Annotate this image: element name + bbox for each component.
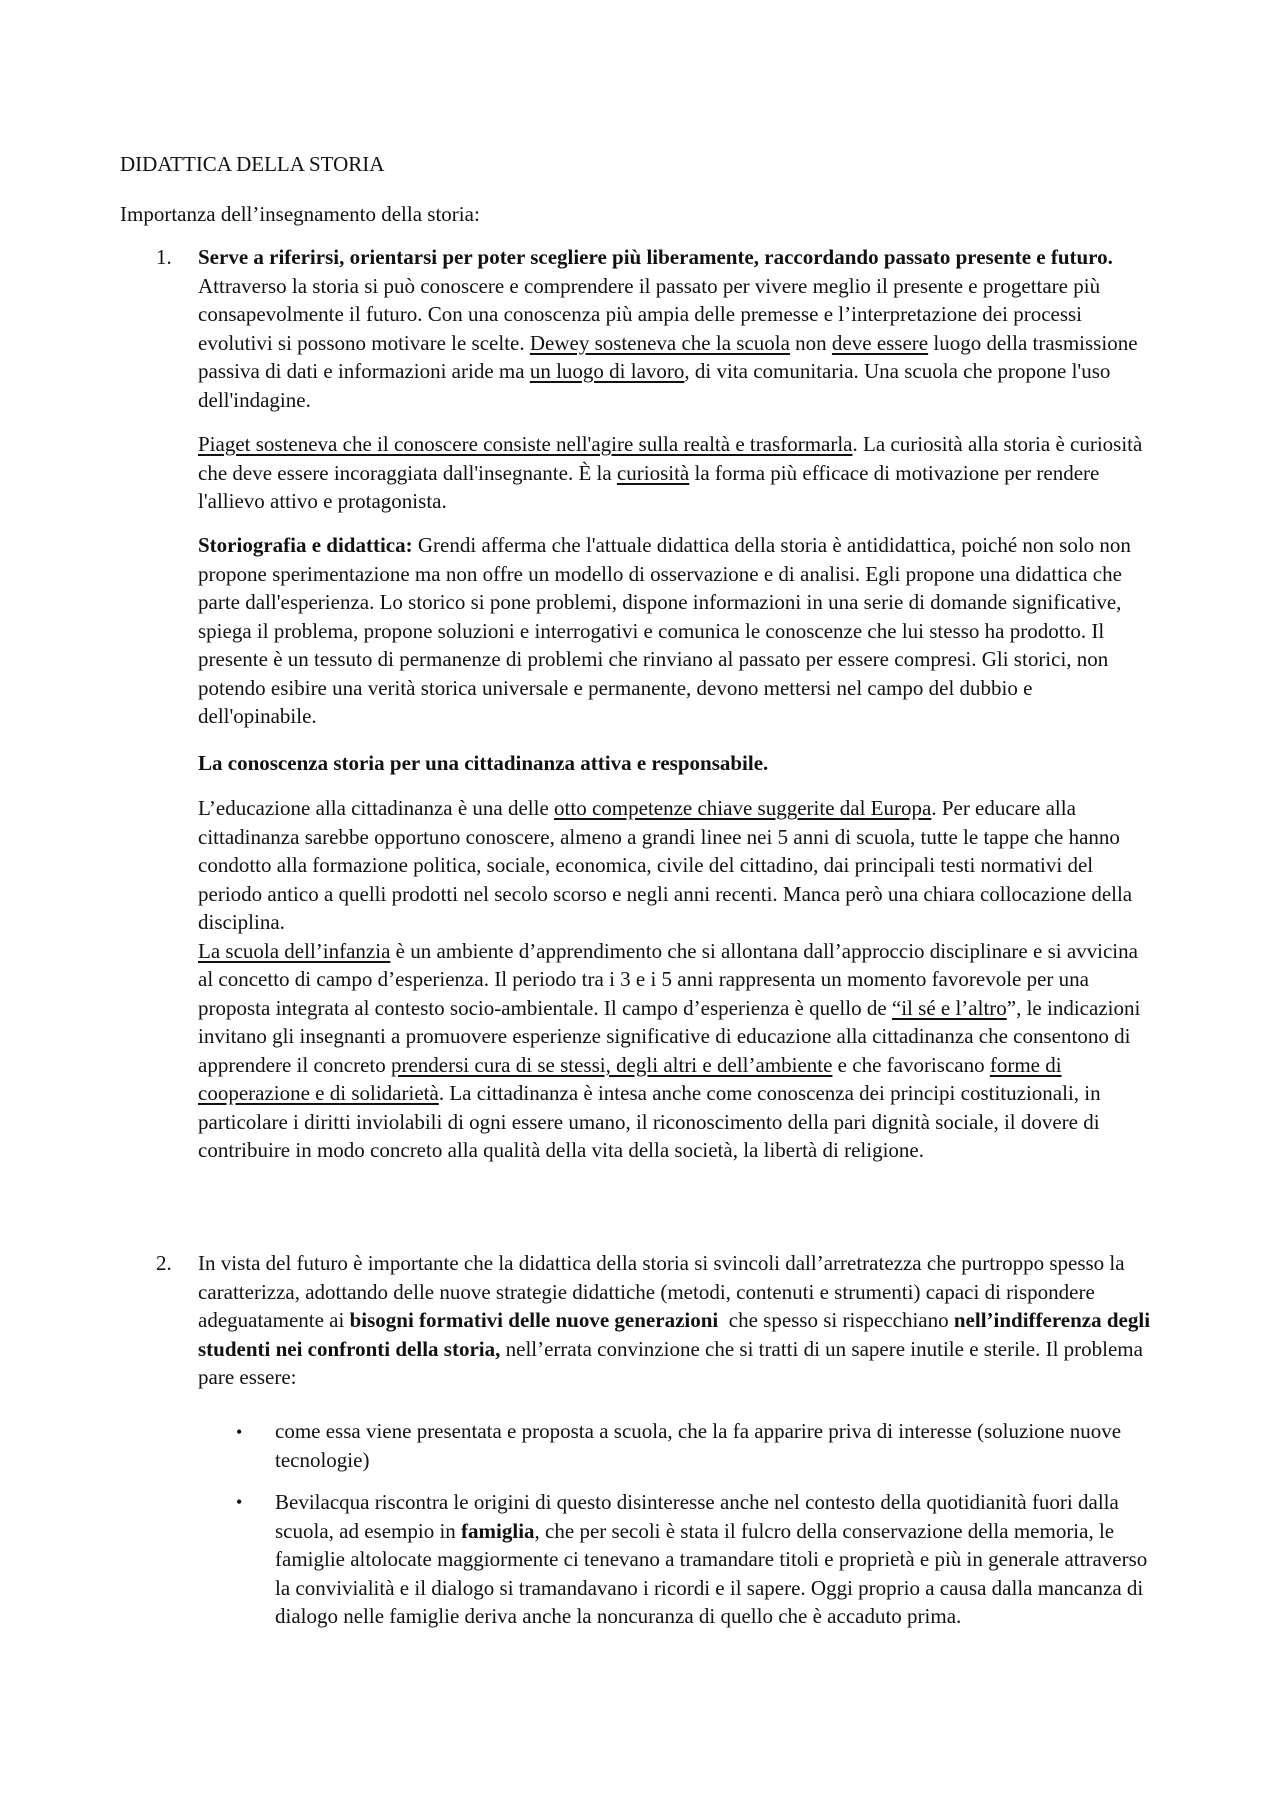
text-span: In vista del futuro è importante che la didattica della storia si svincoli dall’arretratezza che purtroppo spesso la caratterizza, adottando delle nuove strategie didattiche (metodi, contenuti e strumenti) capaci di rispondere adeguatamente ai bbox=[198, 1251, 1125, 1332]
underlined-text: otto competenze chiave suggerite dal Europa bbox=[554, 796, 932, 820]
item1-paragraph-1 bbox=[198, 243, 1153, 414]
text-span: nell’errata convinzione che si tratti di un sapere inutile e sterile. Il problema pare essere: bbox=[198, 1336, 1143, 1389]
text-span: Attraverso la storia si può conoscere e comprendere il passato per vivere meglio il presente e progettare più consapevolmente il futuro. Con una conoscenza più ampia delle premesse e l’interpretazione dei processi evolutivi si possono motivare le scelte. bbox=[198, 273, 1101, 355]
underlined-text: deve essere bbox=[831, 330, 929, 355]
underlined-text: curiosità bbox=[616, 460, 690, 485]
bullet-item-2 bbox=[275, 1488, 1155, 1631]
text-span: che spesso si rispecchiano bbox=[718, 1308, 954, 1332]
item1-paragraph-2 bbox=[198, 430, 1153, 516]
list-number-1: 1. bbox=[156, 245, 172, 269]
document-title: DIDATTICA DELLA STORIA bbox=[120, 152, 385, 176]
text-span: L’educazione alla cittadinanza è una delle bbox=[198, 796, 555, 820]
underlined-text: Piaget sosteneva che il conoscere consiste nell'agire sulla realtà e trasformarla bbox=[198, 432, 853, 456]
text-span: , di vita comunitaria. Una scuola che propone l'uso dell'indagine. bbox=[198, 359, 1111, 412]
item1-paragraph-5 bbox=[198, 794, 1153, 1165]
text-span: , che per secoli è stata il fulcro della conservazione della memoria, le famiglie altolocate maggiormente ci tenevano a tramandare titoli e proprietà e più in generale attraverso la convivialità e il dialogo si tramandavano i ricordi e il sapere. Oggi proprio a causa dalla mancanza di dialogo nelle famiglie deriva anche la noncuranza di quello che è accaduto prima. bbox=[275, 1518, 1148, 1628]
underlined-text: Dewey sosteneva che la scuola bbox=[529, 330, 790, 355]
bullet-marker: • bbox=[236, 1492, 243, 1512]
list-number-2: 2. bbox=[156, 1251, 172, 1275]
text-span: ”, le indicazioni invitano gli insegnanti a promuovere esperienze significative di educazione alla cittadinanza che consentono di apprendere il concreto bbox=[198, 995, 1141, 1077]
text-span: . Per educare alla cittadinanza sarebbe opportuno conoscere, almeno a grandi linee nei 5 anni di scuola, tutte le tappe che hanno condotto alla formazione politica, sociale, economica, civile del cittadino, dai principali testi normativi del periodo antico a quelli prodotti nel secolo scorso e negli anni recenti. Manca però una chiara collocazione della disciplina. bbox=[198, 796, 1133, 934]
underlined-text: prendersi cura di se stessi, degli altri e dell’ambiente bbox=[390, 1052, 833, 1077]
underlined-text: forme di cooperazione e di solidarietà bbox=[198, 1052, 1062, 1105]
text-span: . La cittadinanza è intesa anche come conoscenza dei principi costituzionali, in particolare i diritti inviolabili di ogni essere umano, il riconoscimento della pari dignità sociale, il dovere di contribuire in modo concreto alla qualità della vita della società, la libertà di religione. bbox=[198, 1081, 1101, 1162]
bullet-marker: • bbox=[236, 1422, 243, 1442]
bullet-item-1: come essa viene presentata e proposta a scuola, che la fa apparire priva di interesse (soluzione nuove tecnologie) bbox=[275, 1419, 1122, 1472]
text-span: Grendi afferma che l'attuale didattica della storia è antididattica, poiché non solo non propone sperimentazione ma non offre un modello di osservazione e di analisi. Egli propone una didattica che parte dall'esperienza. Lo storico si pone problemi, dispone informazioni in una serie di domande significative, spiega il problema, propone soluzioni e interrogativi e comunica le conoscenze che lui stesso ha prodotto. Il presente è un tessuto di permanenze di problemi che rinviano al passato per essere compresi. Gli storici, non potendo esibire una verità storica universale e permanente, devono mettersi nel campo del dubbio e dell'opinabile. bbox=[198, 533, 1131, 728]
bold-text: nell’indifferenza degli studenti nei confronti della storia, bbox=[198, 1308, 1151, 1361]
item1-subheading bbox=[198, 749, 1153, 778]
bold-text: famiglia bbox=[461, 1518, 535, 1543]
underlined-text: La scuola dell’infanzia bbox=[198, 938, 391, 963]
text-span: . La curiosità alla storia è curiosità che deve essere incoraggiata dall'insegnante. È la bbox=[198, 432, 1143, 485]
item2-paragraph-1 bbox=[198, 1249, 1153, 1392]
intro-line: Importanza dell’insegnamento della storia: bbox=[120, 202, 480, 226]
bold-text: Serve a riferirsi, orientarsi per poter scegliere più liberamente, raccordando passato presente e futuro. bbox=[198, 245, 1113, 269]
bold-text: La conoscenza storia per una cittadinanza attiva e responsabile. bbox=[198, 751, 769, 775]
text-span: e che favoriscano bbox=[832, 1052, 990, 1077]
underlined-text: “il sé e l’altro bbox=[891, 995, 1007, 1020]
bold-text: Storiografia e didattica: bbox=[198, 533, 413, 557]
item1-paragraph-3 bbox=[198, 531, 1153, 731]
text-span: Bevilacqua riscontra le origini di questo disinteresse anche nel contesto della quotidianità fuori dalla scuola, ad esempio in bbox=[275, 1490, 1119, 1543]
bold-text: bisogni formativi delle nuove generazioni bbox=[349, 1308, 719, 1332]
text-span: è un ambiente d’apprendimento che si allontana dall’approccio disciplinare e si avvicina al concetto di campo d’esperienza. Il periodo tra i 3 e i 5 anni rappresenta un momento favorevole per una proposta integrata al contesto socio-ambientale. Il campo d’esperienza è quello de bbox=[198, 938, 1138, 1020]
underlined-text: un luogo di lavoro bbox=[529, 359, 685, 383]
text-span: la forma più efficace di motivazione per rendere l'allievo attivo e protagonista. bbox=[198, 460, 1100, 513]
text-span: luogo della trasmissione passiva di dati e informazioni aride ma bbox=[198, 330, 1138, 383]
text-span: non bbox=[789, 330, 832, 355]
